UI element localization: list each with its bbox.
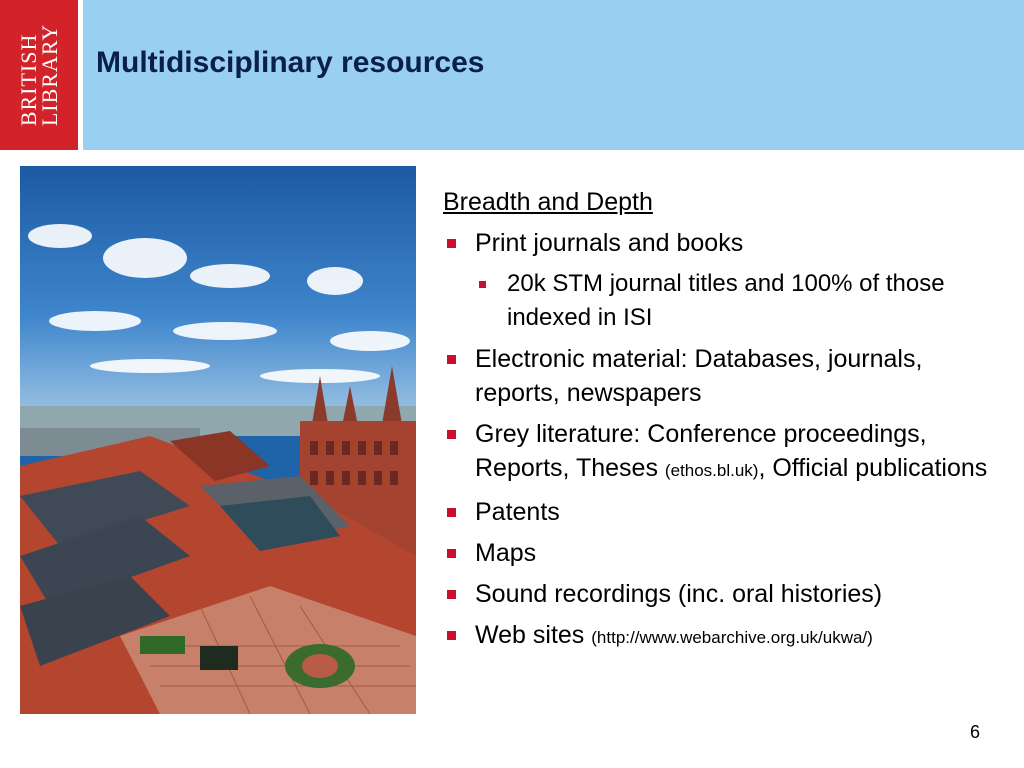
bullet-print-journals [443,226,990,335]
bullet-text: Grey literature: Conference proceedings, Reports, Theses [475,420,927,482]
bullet-list [443,226,1003,655]
sub-bullet-stm-titles: 20k STM journal titles and 100% of those indexed in ISI [475,267,957,335]
bullet-text: Print journals and books [475,229,744,257]
bullet-maps: Maps [443,536,990,570]
bullet-sound-recordings: Sound recordings (inc. oral histories) [443,577,990,611]
british-library-logo [0,0,78,150]
bullet-electronic-material: Electronic material: Databases, journals, reports, newspapers [443,342,990,410]
bullet-text: Web sites [475,621,585,649]
section-heading: Breadth and Depth [443,188,653,216]
content-area [443,185,1003,662]
bullet-web-sites [443,618,990,655]
bullet-text-tail: , Official publications [758,454,988,482]
bullet-grey-literature [443,417,990,488]
webarchive-link: (http://www.webarchive.org.uk/ukwa/) [591,628,873,647]
bullet-patents: Patents [443,495,990,529]
british-library-building-photo [20,166,416,714]
logo-line-library: LIBRARY [37,23,63,127]
sub-bullet-list [475,267,990,335]
page-number: 6 [970,722,981,742]
logo-line-british: BRITISH [16,33,42,127]
ethos-link: (ethos.bl.uk) [664,461,759,480]
slide-title: Multidisciplinary resources [96,46,485,79]
